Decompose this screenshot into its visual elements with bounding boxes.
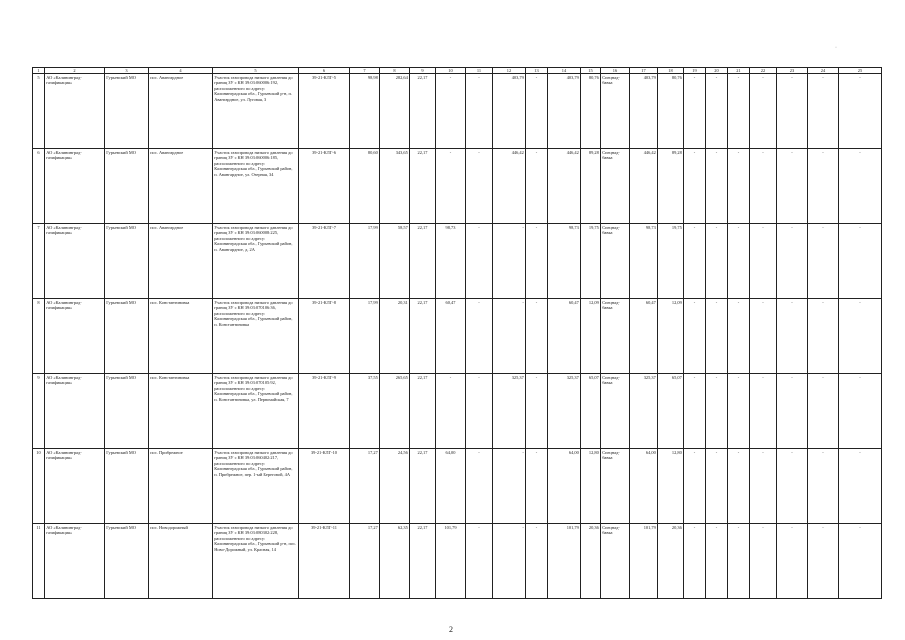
- table-cell: -: [808, 74, 839, 149]
- table-row: [33, 74, 882, 149]
- table-cell: -: [839, 374, 882, 449]
- table-cell: 22,17: [410, 374, 436, 449]
- table-cell: 12,80: [658, 449, 684, 524]
- table-cell: 17,27: [350, 524, 380, 599]
- table-cell: -: [684, 299, 706, 374]
- table-cell: -: [706, 74, 728, 149]
- table-cell: -: [684, 74, 706, 149]
- table-cell: 17,99: [350, 224, 380, 299]
- table-cell: 65,07: [658, 374, 684, 449]
- table-cell: -: [808, 149, 839, 224]
- table-cell: Участок газопровода низкого давления до границ ЗУ с КН 39:03:070105:92, расположенного по адресу: Калининградская обл., Гурьевский район, п. Константиновка, ул. Первомайская, 7: [213, 374, 299, 449]
- table-cell: -: [493, 524, 526, 599]
- table-cell: -: [808, 224, 839, 299]
- table-cell: Участок газопровода низкого давления до границ ЗУ с КН 39:03:070106:36, расположенного по адресу: Калининградская обл., Гурьевский район, п. Константиновка: [213, 299, 299, 374]
- table-cell: 446,42: [493, 149, 526, 224]
- table-cell: -: [750, 74, 777, 149]
- table-cell: -: [466, 524, 493, 599]
- table-cell: -: [526, 449, 548, 524]
- table-cell: -: [777, 224, 808, 299]
- corner-mark: ·: [835, 45, 837, 51]
- table-cell: -: [466, 74, 493, 149]
- table-cell: пос. Прибрежное: [149, 449, 213, 524]
- table-cell: -: [808, 449, 839, 524]
- table-cell: 64,00: [630, 449, 658, 524]
- table-cell: -: [777, 449, 808, 524]
- table-cell: -: [728, 374, 750, 449]
- table-cell: 89,28: [581, 149, 601, 224]
- table-cell: пос. Константиновка: [149, 374, 213, 449]
- table-cell: 39-21-КЛГ-8: [299, 299, 350, 374]
- table-cell: 5: [33, 74, 45, 149]
- page-number: 2: [449, 625, 453, 634]
- table-cell: 22,17: [410, 299, 436, 374]
- table-cell: АО «Калининград-газификация»: [45, 299, 105, 374]
- table-cell: -: [684, 149, 706, 224]
- table-row: [33, 299, 882, 374]
- table-cell: 98,73: [436, 224, 466, 299]
- table-cell: -: [466, 299, 493, 374]
- table-cell: 325,37: [630, 374, 658, 449]
- table-cell: пос. Константиновка: [149, 299, 213, 374]
- column-number-cell: 13: [526, 68, 548, 74]
- table-cell: -: [839, 449, 882, 524]
- column-number-cell: 22: [750, 68, 777, 74]
- table-cell: -: [808, 374, 839, 449]
- table-cell: 22,17: [410, 224, 436, 299]
- table-cell: -: [839, 224, 882, 299]
- table-cell: -: [777, 374, 808, 449]
- table-cell: -: [706, 449, 728, 524]
- table-cell: Спецнад-бавка: [601, 374, 630, 449]
- table-cell: АО «Калининград-газификация»: [45, 524, 105, 599]
- table-cell: 64,00: [436, 449, 466, 524]
- table-cell: 62,35: [380, 524, 410, 599]
- table-cell: -: [750, 374, 777, 449]
- column-number-cell: 19: [684, 68, 706, 74]
- column-number-cell: 8: [380, 68, 410, 74]
- column-number-cell: 6: [299, 68, 350, 74]
- table-cell: 10: [33, 449, 45, 524]
- table-cell: Гурьевский МО: [105, 224, 149, 299]
- table-cell: 8: [33, 299, 45, 374]
- column-number-cell: 14: [548, 68, 581, 74]
- table-cell: 403,79: [493, 74, 526, 149]
- table-cell: 22,17: [410, 524, 436, 599]
- table-cell: 39-21-КЛГ-6: [299, 149, 350, 224]
- table-cell: пос. Авангардное: [149, 149, 213, 224]
- table-cell: Гурьевский МО: [105, 449, 149, 524]
- table-cell: пос. Авангардное: [149, 224, 213, 299]
- table-cell: 265,65: [380, 374, 410, 449]
- table-cell: 20,36: [581, 524, 601, 599]
- table-cell: 39-21-КЛГ-5: [299, 74, 350, 149]
- table-cell: -: [728, 449, 750, 524]
- table-cell: 89,28: [658, 149, 684, 224]
- table-cell: 39-21-КЛГ-11: [299, 524, 350, 599]
- table-cell: -: [706, 374, 728, 449]
- table-cell: Участок газопровода низкого давления до границ ЗУ с КН 39:03:080302:228, расположенного по адресу: Калининградская обл., Гурьевский р-н, пос. Ново-Дорожный, ул. Красная, 14: [213, 524, 299, 599]
- table-cell: 80,60: [350, 149, 380, 224]
- table-cell: Спецнад-бавка: [601, 449, 630, 524]
- table-row: [33, 374, 882, 449]
- tariff-table: [32, 67, 882, 599]
- table-cell: 343,65: [380, 149, 410, 224]
- column-number-cell: 7: [350, 68, 380, 74]
- table-cell: 37,55: [350, 374, 380, 449]
- table-cell: Гурьевский МО: [105, 149, 149, 224]
- table-cell: 12,80: [581, 449, 601, 524]
- column-number-cell: 17: [630, 68, 658, 74]
- table-cell: 12,09: [581, 299, 601, 374]
- table-cell: пос. Новодорожный: [149, 524, 213, 599]
- column-number-cell: 25: [839, 68, 882, 74]
- column-number-cell: 11: [466, 68, 493, 74]
- table-cell: 282,64: [380, 74, 410, 149]
- table-cell: -: [526, 224, 548, 299]
- table-cell: 9: [33, 374, 45, 449]
- column-number-cell: 12: [493, 68, 526, 74]
- column-number-cell: 3: [105, 68, 149, 74]
- table-cell: -: [777, 524, 808, 599]
- table-cell: -: [684, 524, 706, 599]
- table-cell: 24,56: [380, 449, 410, 524]
- table-cell: 7: [33, 224, 45, 299]
- table-cell: -: [808, 524, 839, 599]
- table-cell: 58,57: [380, 224, 410, 299]
- table-cell: -: [706, 524, 728, 599]
- table-cell: -: [750, 299, 777, 374]
- table-cell: -: [466, 224, 493, 299]
- table-cell: 22,17: [410, 74, 436, 149]
- table-cell: -: [684, 224, 706, 299]
- table-cell: АО «Калининград-газификация»: [45, 374, 105, 449]
- table-row: [33, 224, 882, 299]
- table-cell: 64,00: [548, 449, 581, 524]
- table-cell: -: [839, 299, 882, 374]
- column-number-cell: 18: [658, 68, 684, 74]
- table-cell: 80,76: [658, 74, 684, 149]
- table-cell: 39-21-КЛГ-9: [299, 374, 350, 449]
- table-cell: Спецнад-бавка: [601, 74, 630, 149]
- column-number-cell: 16: [601, 68, 630, 74]
- table-cell: -: [777, 299, 808, 374]
- table-cell: -: [706, 149, 728, 224]
- column-number-cell: 5: [213, 68, 299, 74]
- table-cell: 60,47: [548, 299, 581, 374]
- table-cell: Гурьевский МО: [105, 374, 149, 449]
- table-cell: -: [436, 149, 466, 224]
- table-row: [33, 449, 882, 524]
- table-cell: -: [436, 74, 466, 149]
- table-cell: 403,79: [548, 74, 581, 149]
- column-number-cell: 10: [436, 68, 466, 74]
- table-cell: 20,31: [380, 299, 410, 374]
- column-number-cell: 20: [706, 68, 728, 74]
- table-cell: 98,98: [350, 74, 380, 149]
- column-number-cell: 4: [149, 68, 213, 74]
- table-cell: -: [728, 299, 750, 374]
- table-cell: 101,79: [630, 524, 658, 599]
- table-cell: -: [436, 374, 466, 449]
- table-cell: Гурьевский МО: [105, 299, 149, 374]
- table-cell: -: [493, 449, 526, 524]
- table-cell: АО «Калининград-газификация»: [45, 74, 105, 149]
- column-number-cell: 21: [728, 68, 750, 74]
- table-cell: 20,36: [658, 524, 684, 599]
- table-cell: 60,47: [630, 299, 658, 374]
- table-cell: 101,79: [548, 524, 581, 599]
- table-cell: -: [706, 224, 728, 299]
- table-cell: АО «Калининград-газификация»: [45, 449, 105, 524]
- table-cell: -: [684, 449, 706, 524]
- table-cell: 98,73: [548, 224, 581, 299]
- table-cell: Участок газопровода низкого давления до границ ЗУ с КН 39:03:060008:225, расположенного по адресу: Калининградская обл., Гурьевский район, п. Авангардное, д. 2А: [213, 224, 299, 299]
- table-cell: Спецнад-бавка: [601, 524, 630, 599]
- table-cell: -: [808, 299, 839, 374]
- table-cell: -: [777, 149, 808, 224]
- table-cell: 39-21-КЛГ-7: [299, 224, 350, 299]
- table-cell: Гурьевский МО: [105, 74, 149, 149]
- table-cell: АО «Калининград-газификация»: [45, 224, 105, 299]
- table-cell: -: [750, 224, 777, 299]
- table-cell: 17,27: [350, 449, 380, 524]
- table-cell: -: [728, 149, 750, 224]
- table-cell: 325,37: [548, 374, 581, 449]
- table-cell: -: [526, 74, 548, 149]
- table-cell: пос. Авангардное: [149, 74, 213, 149]
- table-cell: 39-21-КЛГ-10: [299, 449, 350, 524]
- table-cell: -: [750, 149, 777, 224]
- column-number-cell: 2: [45, 68, 105, 74]
- table-cell: Участок газопровода низкого давления до границ ЗУ с КН 39:03:060402:217, расположенного по адресу: Калининградская обл., Гурьевский район, п. Прибрежное, пер. 1-ый Береговой, 4А: [213, 449, 299, 524]
- table-cell: Спецнад-бавка: [601, 224, 630, 299]
- table-cell: -: [728, 74, 750, 149]
- table-cell: -: [728, 524, 750, 599]
- table-cell: -: [839, 149, 882, 224]
- table-cell: -: [466, 449, 493, 524]
- column-number-cell: 9: [410, 68, 436, 74]
- table-cell: 22,17: [410, 149, 436, 224]
- table-cell: -: [493, 299, 526, 374]
- table-cell: Участок газопровода низкого давления до границ ЗУ с КН 39:03:060006:185, расположенного по адресу: Калининградская обл., Гурьевский район, п. Авангардное, ул. Озерная, 34: [213, 149, 299, 224]
- table-cell: -: [750, 524, 777, 599]
- table-cell: 12,09: [658, 299, 684, 374]
- table-cell: -: [706, 299, 728, 374]
- table-cell: -: [493, 224, 526, 299]
- table-cell: 446,42: [630, 149, 658, 224]
- table-cell: Спецнад-бавка: [601, 299, 630, 374]
- table-cell: Спецнад-бавка: [601, 149, 630, 224]
- table-cell: АО «Калининград-газификация»: [45, 149, 105, 224]
- table-cell: -: [526, 299, 548, 374]
- column-number-cell: 15: [581, 68, 601, 74]
- table-cell: Участок газопровода низкого давления до границ ЗУ с КН 39:03:060006:192, расположенного по адресу: Калининградская обл., Гурьевский р-н, п. Авангардное, ул. Луговая, 3: [213, 74, 299, 149]
- table-cell: Гурьевский МО: [105, 524, 149, 599]
- table-body: [33, 74, 882, 599]
- table-cell: 11: [33, 524, 45, 599]
- table-cell: -: [526, 149, 548, 224]
- table-cell: -: [526, 524, 548, 599]
- column-number-cell: 23: [777, 68, 808, 74]
- table-cell: 65,07: [581, 374, 601, 449]
- table-cell: -: [750, 449, 777, 524]
- table-cell: -: [839, 524, 882, 599]
- table-cell: 98,73: [630, 224, 658, 299]
- table-cell: -: [466, 374, 493, 449]
- table-cell: -: [526, 374, 548, 449]
- table-cell: -: [839, 74, 882, 149]
- table-cell: 446,42: [548, 149, 581, 224]
- table-cell: 19,75: [581, 224, 601, 299]
- table-cell: -: [728, 224, 750, 299]
- table-cell: 80,76: [581, 74, 601, 149]
- table-cell: 6: [33, 149, 45, 224]
- table-cell: 22,17: [410, 449, 436, 524]
- table-cell: 325,37: [493, 374, 526, 449]
- table-row: [33, 149, 882, 224]
- table-cell: -: [684, 374, 706, 449]
- table-cell: 101,79: [436, 524, 466, 599]
- column-number-cell: 24: [808, 68, 839, 74]
- table-cell: 19,75: [658, 224, 684, 299]
- table-cell: 403,79: [630, 74, 658, 149]
- table-row: [33, 524, 882, 599]
- table-cell: -: [777, 74, 808, 149]
- table-cell: -: [466, 149, 493, 224]
- column-number-cell: 1: [33, 68, 45, 74]
- table-cell: 60,47: [436, 299, 466, 374]
- table-cell: 17,99: [350, 299, 380, 374]
